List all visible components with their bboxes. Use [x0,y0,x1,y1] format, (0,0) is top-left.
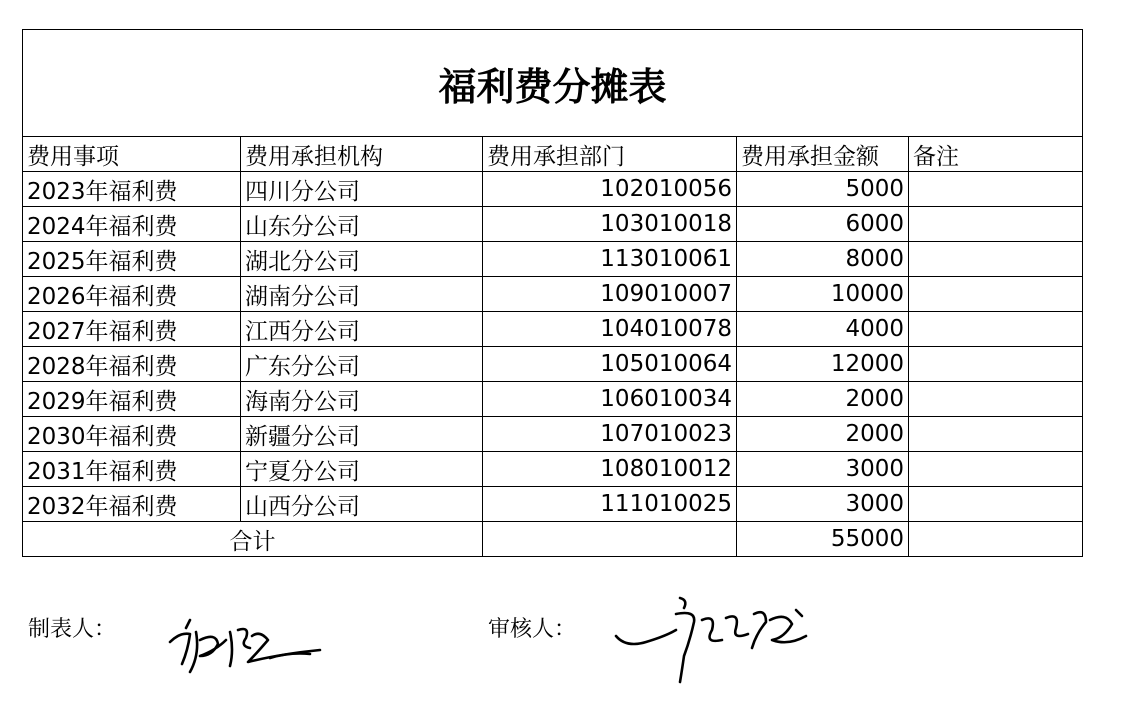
cell-dept: 104010078 [483,312,737,347]
allocation-sheet [22,29,1082,557]
cell-amount: 6000 [737,207,909,242]
cell-amount: 8000 [737,242,909,277]
cell-item: 2032年福利费 [23,487,241,522]
header-note: 备注 [909,137,1083,172]
cell-org: 广东分公司 [241,347,483,382]
cell-dept: 111010025 [483,487,737,522]
cell-item: 2024年福利费 [23,207,241,242]
table-row [23,242,1083,277]
table-row [23,347,1083,382]
cell-note [909,417,1083,452]
total-note [909,522,1083,557]
cell-org: 江西分公司 [241,312,483,347]
cell-org: 宁夏分公司 [241,452,483,487]
cell-note [909,277,1083,312]
cell-note [909,382,1083,417]
cell-amount: 2000 [737,382,909,417]
cell-note [909,172,1083,207]
table-row [23,172,1083,207]
cell-item: 2023年福利费 [23,172,241,207]
header-row [23,137,1083,172]
header-amount: 费用承担金额 [737,137,909,172]
preparer-label: 制表人： [28,617,117,642]
preparer-signature [160,610,330,682]
cell-item: 2028年福利费 [23,347,241,382]
cell-note [909,347,1083,382]
cell-item: 2026年福利费 [23,277,241,312]
total-amount: 55000 [737,522,909,557]
welfare-allocation-table [22,29,1083,557]
cell-amount: 12000 [737,347,909,382]
cell-amount: 2000 [737,417,909,452]
header-item: 费用事项 [23,137,241,172]
cell-dept: 102010056 [483,172,737,207]
table-row [23,207,1083,242]
cell-dept: 107010023 [483,417,737,452]
reviewer-label: 审核人： [488,617,577,642]
cell-dept: 113010061 [483,242,737,277]
cell-note [909,242,1083,277]
signature-area [0,590,1128,708]
cell-amount: 5000 [737,172,909,207]
table-row [23,487,1083,522]
total-row [23,522,1083,557]
reviewer-signature [606,590,816,690]
cell-org: 海南分公司 [241,382,483,417]
table-title: 福利费分摊表 [23,30,1083,137]
cell-amount: 4000 [737,312,909,347]
total-label: 合计 [23,522,483,557]
table-row [23,312,1083,347]
cell-amount: 3000 [737,487,909,522]
cell-dept: 108010012 [483,452,737,487]
cell-org: 山东分公司 [241,207,483,242]
table-body [23,172,1083,522]
cell-dept: 103010018 [483,207,737,242]
cell-amount: 10000 [737,277,909,312]
cell-item: 2029年福利费 [23,382,241,417]
cell-note [909,452,1083,487]
cell-org: 山西分公司 [241,487,483,522]
cell-item: 2027年福利费 [23,312,241,347]
total-dept [483,522,737,557]
cell-dept: 105010064 [483,347,737,382]
cell-amount: 3000 [737,452,909,487]
cell-org: 新疆分公司 [241,417,483,452]
cell-org: 四川分公司 [241,172,483,207]
cell-org: 湖南分公司 [241,277,483,312]
cell-dept: 106010034 [483,382,737,417]
table-row [23,277,1083,312]
cell-item: 2030年福利费 [23,417,241,452]
cell-note [909,487,1083,522]
cell-note [909,312,1083,347]
cell-dept: 109010007 [483,277,737,312]
cell-item: 2031年福利费 [23,452,241,487]
cell-item: 2025年福利费 [23,242,241,277]
table-row [23,452,1083,487]
cell-org: 湖北分公司 [241,242,483,277]
header-org: 费用承担机构 [241,137,483,172]
table-row [23,382,1083,417]
cell-note [909,207,1083,242]
header-dept: 费用承担部门 [483,137,737,172]
table-row [23,417,1083,452]
